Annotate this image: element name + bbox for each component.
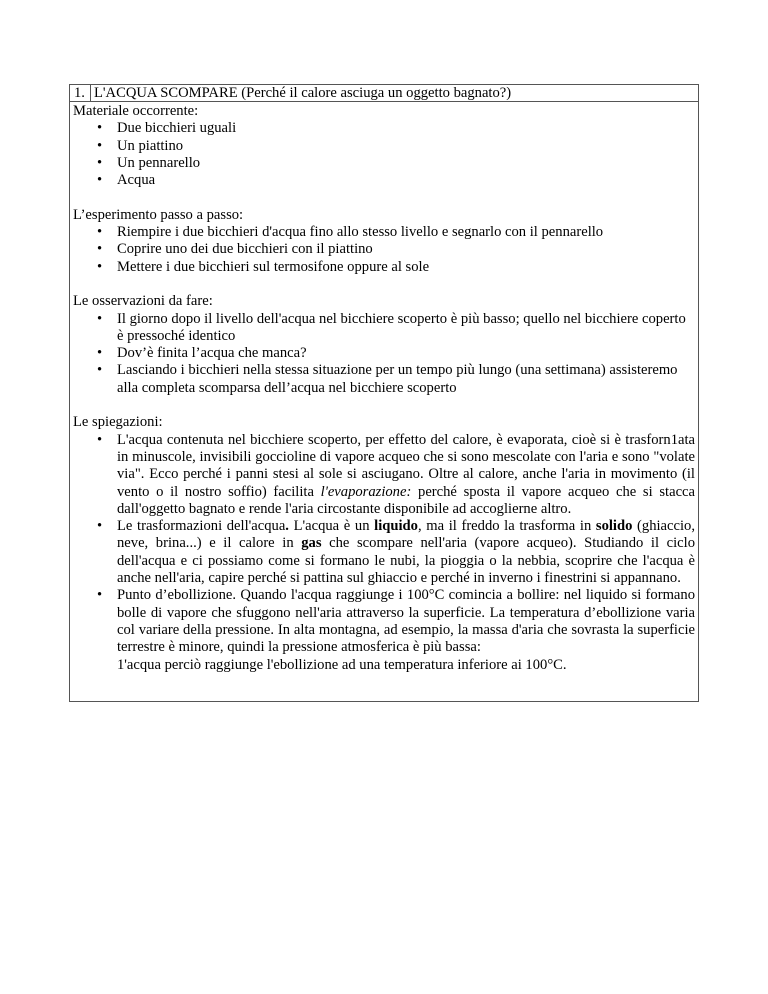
list-item: • Riempire i due bicchieri d'acqua fino allo stesso livello e segnarlo con il pennarello [73, 224, 695, 241]
list-item: • Lasciando i bicchieri nella stessa situazione per un tempo più lungo (una settimana) assisteremo alla completa scomparsa dell’acqua nel bicchiere scoperto [73, 362, 695, 397]
materiale-title: Materiale occorrente: [73, 103, 199, 119]
gas-term: gas [301, 535, 322, 552]
text: • Punto d’ebollizione. Quando l'acqua raggiunge i 100°C comincia a bollire: nel liquido si formano bolle di vapore che sfuggono nell'aria attraverso la superficie. La temperatura d’ebollizione varia col variare della pressione. In alta montagna, ad esempio, la massa d'aria che sovrasta la superficie terrestre è minore, quindi la pressione atmosferica è più bassa: [117, 587, 695, 656]
section-number: 1. [70, 85, 91, 101]
spiegazioni-list [73, 432, 695, 674]
text: L'acqua contenuta nel bicchiere scoperto, per effetto del calore, è evaporata, cioè si è trasforn1ata in minuscole, invisibili goccioline di vapore acqueo che si sono mescolate con l'aria e sono "volate via". Ecco perché i panni stesi al sole si asciugano. Oltre al calore, anche l'aria in movimento (il vento o il nostro soffio) facilita [117, 431, 695, 500]
solido-term: solido [595, 518, 633, 535]
evaporazione-term: l'evaporazione: [320, 483, 412, 500]
osservazioni-title: Le osservazioni da fare: [73, 293, 213, 310]
liquido-term: liquido [374, 518, 418, 535]
list-item: • Dov’è finita l’acqua che manca? [73, 345, 695, 362]
text: , ma il freddo la trasforma in [417, 518, 592, 535]
osservazioni-list [73, 311, 695, 397]
text: che scompare nell'aria (vapore acqueo). Studiando il ciclo dell'acqua e ci possiamo come si formano le nubi, la pioggia o la nebbia, scoprire che l'acqua è anche nell'aria, capire perché si pattina sul ghiaccio e perché in inverno i finestrini si appannano. [117, 535, 695, 587]
text: L'acqua è un [293, 518, 370, 535]
table-content [70, 102, 698, 674]
table-header [70, 85, 698, 102]
experiment-table [69, 84, 699, 702]
bold-dot: . [285, 518, 289, 535]
list-item: • Mettere i due bicchieri sul termosifone oppure al sole [73, 259, 695, 276]
text: Le trasformazioni dell'acqua [117, 518, 286, 535]
esperimento-title: L’esperimento passo a passo: [73, 206, 244, 223]
text: (ghiaccio, neve, brina...) e il calore in [117, 518, 695, 552]
list-item: • Acqua [73, 172, 695, 189]
section-title: L'ACQUA SCOMPARE (Perché il calore asciuga un oggetto bagnato?) [94, 85, 512, 101]
spiegazione-evaporazione [73, 432, 695, 518]
esperimento-list [73, 224, 695, 276]
text: perché sposta il vapore acqueo che si stacca dall'oggetto bagnato e rende l'aria circostante disponibile ad accoglierne altro. [117, 483, 695, 517]
spiegazione-trasformazioni [73, 518, 695, 587]
materiale-list [73, 120, 695, 189]
spiegazione-ebollizione [73, 587, 695, 673]
list-item: • Due bicchieri uguali [73, 120, 695, 137]
list-item: • Un piattino [73, 138, 695, 155]
list-item: • Coprire uno dei due bicchieri con il piattino [73, 241, 695, 258]
list-item: • Il giorno dopo il livello dell'acqua nel bicchiere scoperto è più basso; quello nel bicchiere coperto è pressoché identico [73, 311, 695, 346]
text: 1'acqua perciò raggiunge l'ebollizione ad una temperatura inferiore ai 100°C. [117, 656, 567, 673]
list-item: • Un pennarello [73, 155, 695, 172]
spiegazioni-title: Le spiegazioni: [73, 414, 163, 431]
